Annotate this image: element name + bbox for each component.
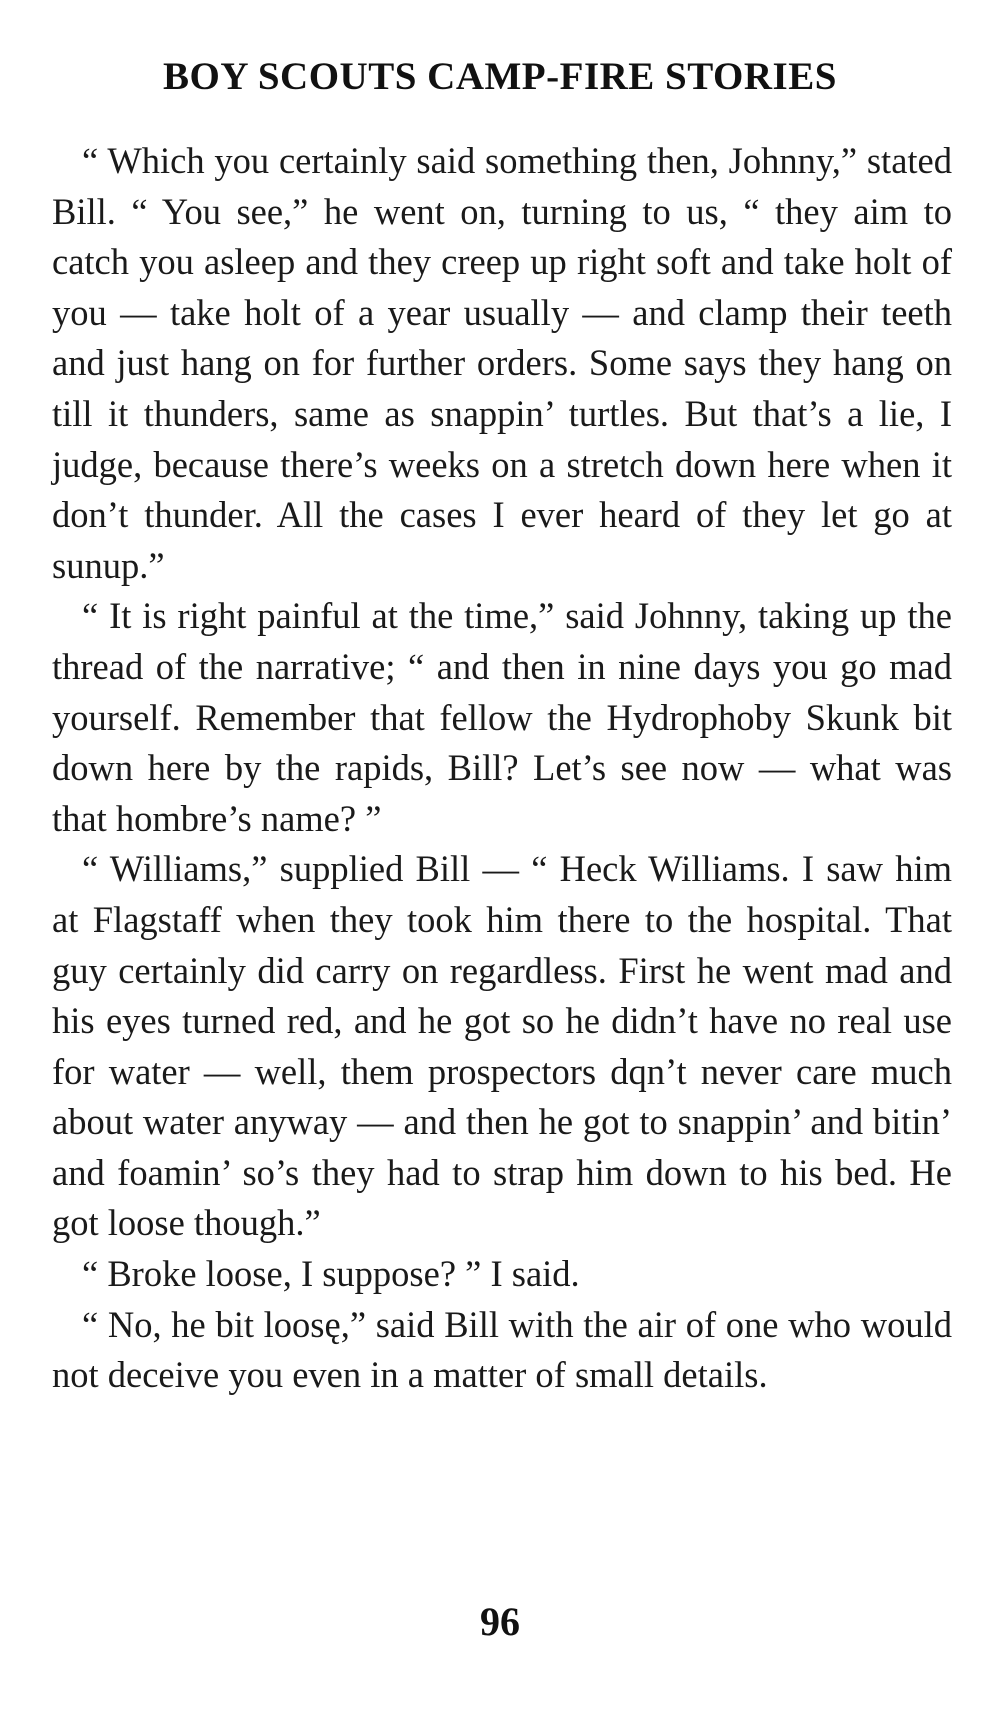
running-title: BOY SCOUTS CAMP-FIRE STORIES [163, 55, 837, 98]
paragraph: “ Broke loose, I suppose? ” I said. [82, 1253, 580, 1295]
paragraph: “ It is right painful at the time,” said Johnny, taking up the thread of the narrative; “ and then in nine days you go mad yourself. Remember that fellow the Hydrophoby Skunk bit down here by the rapids, Bill? Let’s see now — what was that hombre’s name? ” [52, 595, 952, 839]
paragraph: “ Williams,” supplied Bill — “ Heck Williams. I saw him at Flagstaff when they took him there to the hospital. That guy certainly did carry on regardless. First he went mad and his eyes turned red, and he got so he didn’t have no real use for water — well, them prospectors dqn’t never care much about water anyway — and then he got to snappin’ and bitin’ and foamin’ so’s they had to strap him down to his bed. He got loose though.” [52, 848, 952, 1244]
paragraph: “ Which you certainly said something then, Johnny,” stated Bill. “ You see,” he went on, turning to us, “ they aim to catch you asleep and they creep up right soft and take holt of you — take holt of a year usually — and clamp their teeth and just hang on for further orders. Some says they hang on till it thunders, same as snappin’ turtles. But that’s a lie, I judge, because there’s weeks on a stretch down here when it don’t thunder. All the cases I ever heard of they let go at sunup.” [52, 140, 952, 586]
body-text [52, 136, 952, 1401]
page-number: 96 [480, 1599, 520, 1644]
paragraph: “ No, he bit loosę,” said Bill with the air of one who would not deceive you even in a matter of small details. [52, 1303, 952, 1396]
